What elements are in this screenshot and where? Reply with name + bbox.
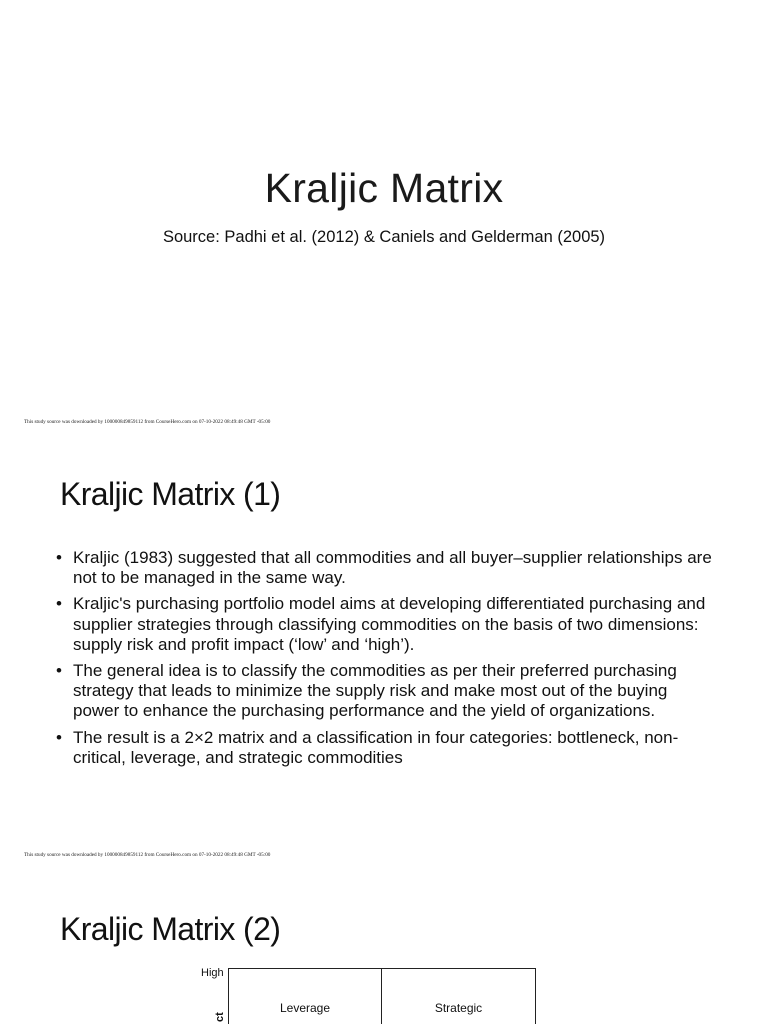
slide-title: Kraljic Matrix [264, 165, 504, 211]
kraljic-matrix [228, 968, 536, 1024]
bullet-icon: • [56, 548, 62, 567]
bullet-list [56, 548, 716, 774]
bullet-item: • Kraljic (1983) suggested that all commodities and all buyer–supplier relationships are not to be managed in the same way. [56, 548, 712, 588]
content-slide-1 [0, 432, 768, 862]
bullet-icon: • [56, 594, 62, 614]
title-slide [0, 0, 768, 430]
slide-subtitle: Source: Padhi et al. (2012) & Caniels and Gelderman (2005) [162, 228, 606, 246]
quadrant-leverage: Leverage [229, 969, 382, 1024]
bullet-icon: • [56, 661, 62, 681]
matrix-y-axis-label: ct [214, 1012, 226, 1022]
slide-heading: Kraljic Matrix (1) [60, 476, 281, 512]
quadrant-strategic: Strategic [434, 1001, 483, 1015]
bullet-icon: • [56, 727, 62, 747]
bullet-item: • Kraljic's purchasing portfolio model aims at developing differentiated purchasing and supplier strategies through classifying commodities on the basis of two dimensions: supply risk and profit impact (‘low’ and ‘high’). [56, 594, 706, 654]
bullet-item: • The general idea is to classify the commodities as per their preferred purchasing strategy that leads to minimize the supply risk and make most out of the buying power to enhance the purchasing performance and the yield of organizations. [56, 661, 677, 721]
matrix-y-high-label: High [201, 967, 224, 979]
content-slide-2 [0, 864, 768, 1024]
bullet-item: • The result is a 2×2 matrix and a classification in four categories: bottleneck, non-critical, leverage, and strategic commodities [56, 727, 679, 767]
download-watermark: This study source was downloaded by 100000849859112 from CourseHero.com on 07-10-2022 08:49:48 GMT -05:00 [24, 419, 271, 425]
download-watermark: This study source was downloaded by 100000849859112 from CourseHero.com on 07-10-2022 08:49:48 GMT -05:00 [24, 852, 271, 858]
slide-heading: Kraljic Matrix (2) [60, 911, 281, 947]
